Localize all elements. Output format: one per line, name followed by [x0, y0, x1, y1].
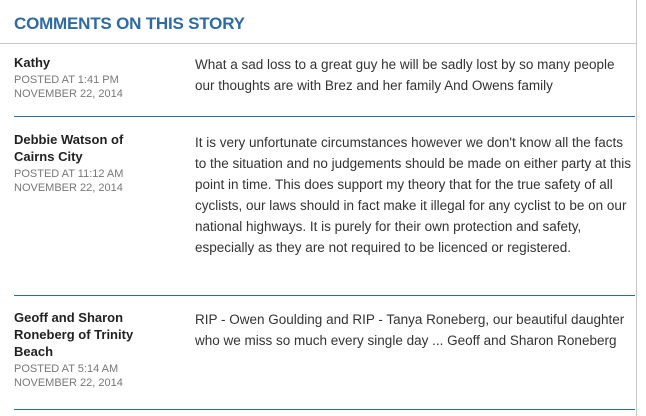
- comment-author: Kathy: [14, 55, 51, 70]
- comment-meta: [14, 54, 184, 101]
- comment-text: RIP - Owen Goulding and RIP - Tanya Roneberg, our beautiful daughter who we miss so much every single day ... Geoff and Sharon Roneberg: [195, 312, 625, 348]
- comment-text: It is very unfortunate circumstances however we don't know all the facts to the situation and no judgements should be made on either party at this point in time. This does support my theory that for the true safety of all cyclists, our laws should in fact make it illegal for any cyclist to be on our national highways. It is purely for their own protection and safety, especially as they are not required to be licenced or registered.: [195, 135, 632, 255]
- comment-date: NOVEMBER 22, 2014: [14, 377, 123, 389]
- comment-time: POSTED AT 11:12 AM: [14, 168, 124, 180]
- comment-time: POSTED AT 1:41 PM: [14, 74, 119, 86]
- comment-text: What a sad loss to a great guy he will be sadly lost by so many people our thoughts are with Brez and her family And Owens family: [195, 57, 615, 93]
- comments-heading: COMMENTS ON THIS STORY: [14, 14, 245, 33]
- comment-meta: [14, 309, 164, 390]
- comment-author: Geoff and Sharon Roneberg of Trinity Beach: [14, 310, 134, 359]
- heading-divider: [0, 43, 636, 44]
- comment-divider: [14, 116, 635, 117]
- comment-date: NOVEMBER 22, 2014: [14, 182, 123, 194]
- comment-divider: [14, 295, 635, 296]
- comment-author: Debbie Watson of Cairns City: [14, 132, 124, 164]
- comment-divider: [14, 409, 635, 410]
- comment-meta: [14, 131, 146, 195]
- comment-time: POSTED AT 5:14 AM: [14, 363, 119, 375]
- comment-date: NOVEMBER 22, 2014: [14, 88, 123, 100]
